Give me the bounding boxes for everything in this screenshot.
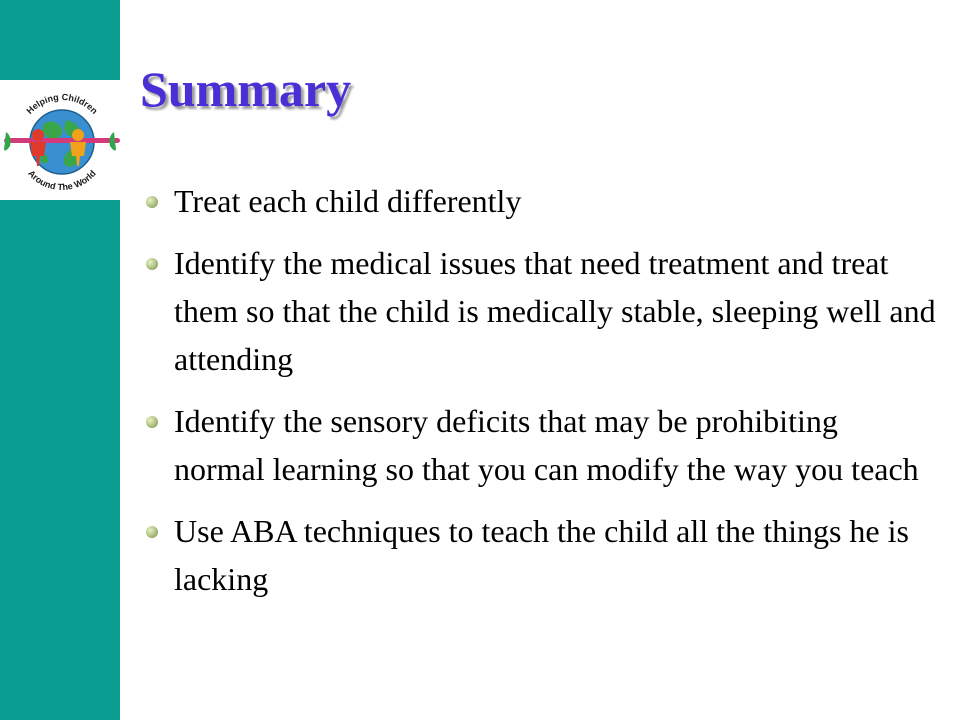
bullet-icon <box>146 526 158 538</box>
logo-text-bottom: Around The World <box>26 168 98 193</box>
bullet-item <box>146 397 936 493</box>
logo <box>0 80 120 200</box>
bullet-text: Identify the medical issues that need treatment and treat them so that the child is medically stable, sleeping well and attending <box>174 245 936 377</box>
bullet-icon <box>146 416 158 428</box>
bullet-icon <box>146 196 158 208</box>
bullet-item <box>146 239 936 383</box>
bullet-text: Treat each child differently <box>174 183 522 219</box>
globe-children-icon <box>0 80 120 200</box>
bullet-text: Use ABA techniques to teach the child all the things he is lacking <box>174 513 909 597</box>
bullet-item <box>146 507 936 603</box>
bullet-icon <box>146 258 158 270</box>
logo-text-top: Helping Children <box>24 91 100 116</box>
bullet-text: Identify the sensory deficits that may be prohibiting normal learning so that you can modify the way you teach <box>174 403 919 487</box>
slide-title: Summary <box>140 61 352 117</box>
bullet-item <box>146 177 936 225</box>
bullet-list <box>146 177 936 617</box>
